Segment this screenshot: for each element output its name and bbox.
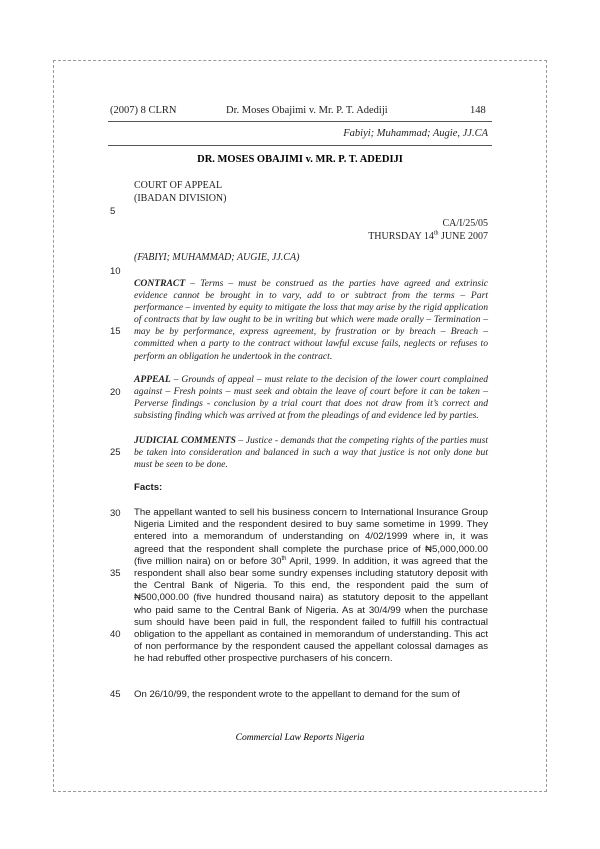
case-number: CA/I/25/05 (442, 218, 488, 229)
header-parties: Dr. Moses Obajimi v. Mr. P. T. Adediji (226, 105, 388, 116)
header-citation: (2007) 8 CLRN (110, 105, 177, 116)
facts-paragraph: The appellant wanted to sell his business concern to International Insurance Group Nigeria Limited and the respondent desired to buy same sometime in 1999. They entered into a memorandum of understanding on 4/02/1999 where in, it was agreed that the respondent shall complete the purchase price of ₦5,000,000.00 (five million naira) on or before 30th April, 1999. In addition, it was agreed that the respondent shall also bear some sundry expenses including statutory deposit with the Central Bank of Nigeria. To this end, the respondent paid the sum of ₦500,000.00 (five hundred thousand naira) as statutory deposit to the appellant who paid same to the Central Bank of Nigeria. As at 30/4/99 when the purchase sum should have been paid in full, the respondent failed to fulfill his contractual obligation to the appellant as contained in memorandum of understanding. This act of non performance by the respondent caused the appellant colossal damages as he had rebuffed other prospective purchasers of his concern. (134, 507, 488, 665)
headnote-keyword: JUDICIAL COMMENTS (134, 435, 236, 446)
header-rule (108, 121, 492, 122)
headnote-appeal: APPEAL – Grounds of appeal – must relate to the decision of the lower court complained against – Fresh points – must seek and obtain the leave of court before it can be taken – Perverse findings - conclusion by a trial court that does not draw from it’s correct and subsisting finding which was arrived at from the pleadings of and evidence led by parties. (134, 374, 488, 422)
line-number: 10 (110, 266, 121, 277)
header-justices: Fabiyi; Muhammad; Augie, JJ.CA (343, 128, 488, 139)
court-name: COURT OF APPEAL (134, 180, 223, 191)
line-number: 15 (110, 326, 121, 337)
line-number: 35 (110, 568, 121, 579)
header-rule-2 (108, 145, 492, 146)
page-border (53, 60, 547, 792)
facts-paragraph-2: On 26/10/99, the respondent wrote to the appellant to demand for the sum of (134, 689, 460, 700)
footer-publication: Commercial Law Reports Nigeria (235, 733, 365, 743)
line-number: 30 (110, 508, 121, 519)
headnote-judicial-comments: JUDICIAL COMMENTS – Justice - demands that the competing rights of the parties must be taken into consideration and balanced in such a way that justice is not only done but must be seen to be done. (134, 435, 488, 471)
header-page-number: 148 (470, 105, 486, 116)
coram: (FABIYI; MUHAMMAD; AUGIE, JJ.CA) (134, 252, 300, 263)
case-title: DR. MOSES OBAJIMI v. MR. P. T. ADEDIJI (197, 154, 403, 165)
court-division: (IBADAN DIVISION) (134, 193, 227, 204)
headnote-keyword: CONTRACT (134, 278, 186, 289)
line-number: 5 (110, 206, 116, 217)
line-number: 40 (110, 629, 121, 640)
line-number: 25 (110, 447, 121, 458)
line-number: 45 (110, 689, 121, 700)
judgment-date: THURSDAY 14th JUNE 2007 (368, 230, 488, 242)
headnote-contract: CONTRACT – Terms – must be construed as the parties have agreed and extrinsic evidence cannot be brought in to vary, add to or subtract from the terms – Part performance – invented by equity to mitigate the loss that may arise by the rigid application of contracts that by law ought to be in writing but which were made orally – Termination – may be by performance, express agreement, by frustration or by breach – Breach – committed when a party to the contract without lawful excuse fails, neglects or refuses to perform an obligation he undertook in the contract. (134, 278, 488, 362)
line-number: 20 (110, 387, 121, 398)
facts-heading: Facts: (134, 482, 163, 493)
headnote-keyword: APPEAL (134, 374, 171, 385)
